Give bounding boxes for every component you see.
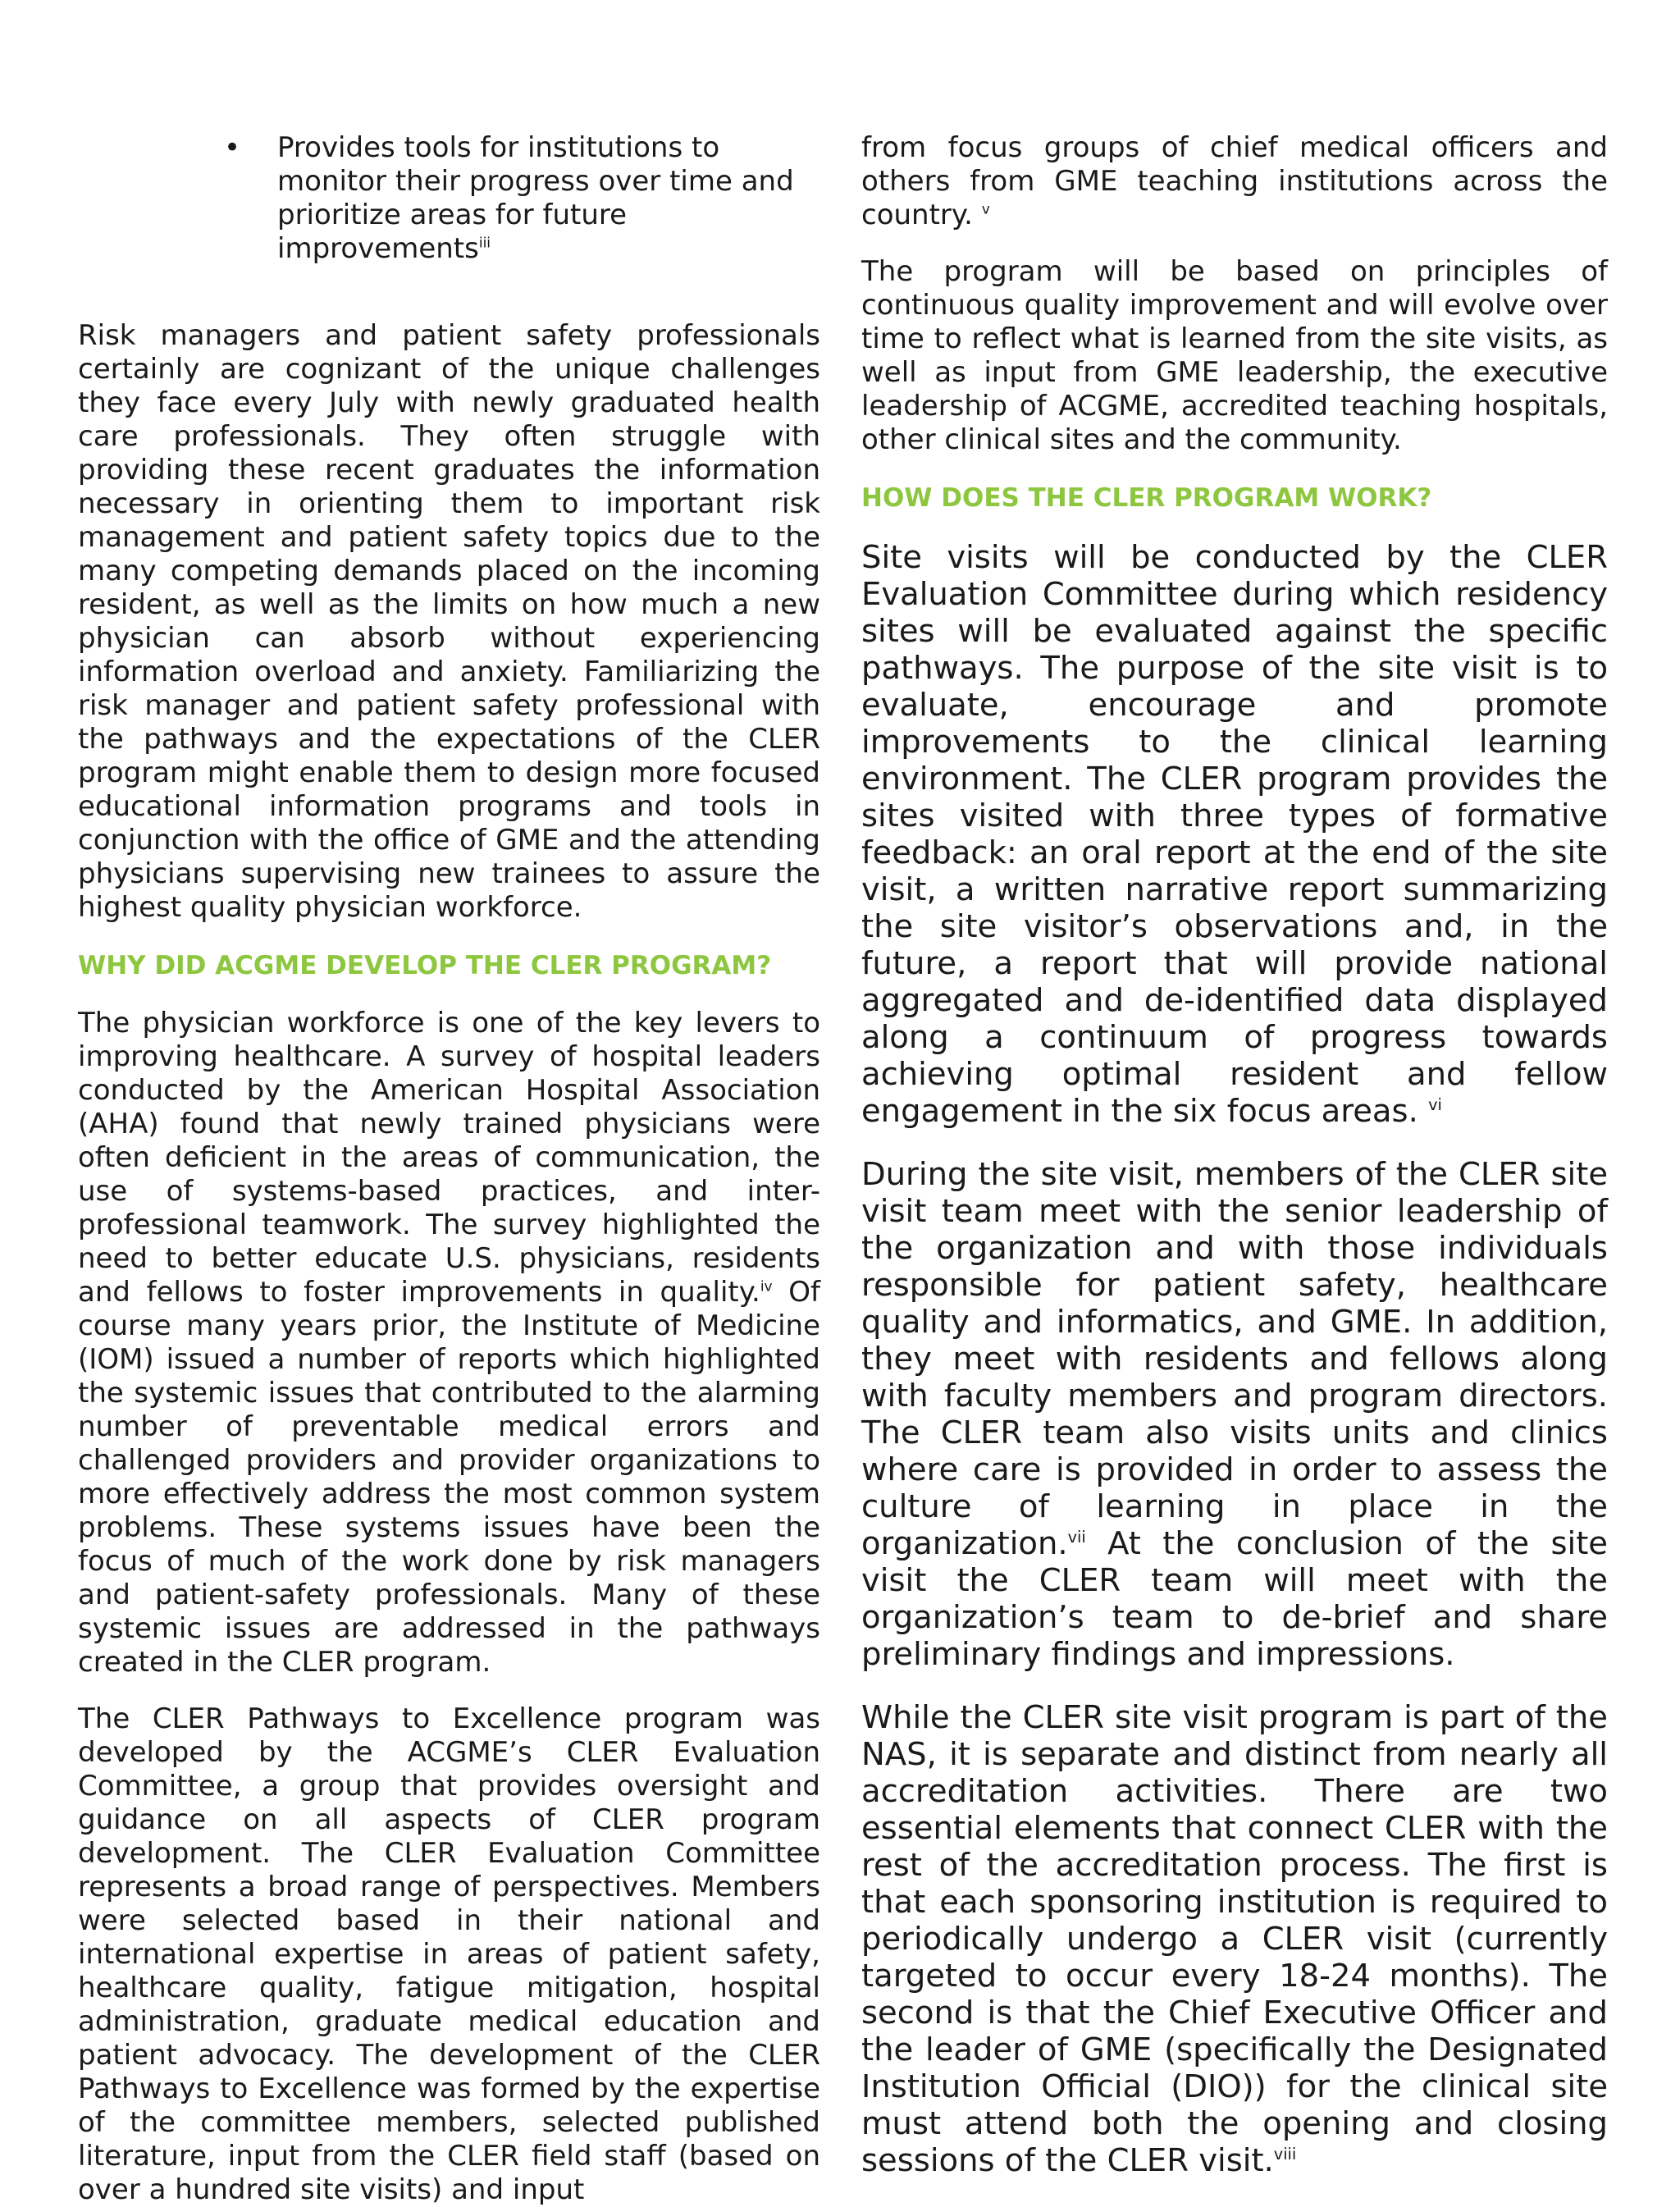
bullet-text: Provides tools for institutions to monitor their progress over time and prioritize areas for future improvements	[277, 131, 794, 265]
endnote-ref: viii	[1273, 2145, 1297, 2164]
site-visits-paragraph: Site visits will be conducted by the CLER Evaluation Committee during which residency sites will be evaluated against the specific pathways. The purpose of the site visit is to evaluate, encourage and promote improvements to the clinical learning environment. The CLER program provides the sites visited with three types of formative feedback: an oral report at the end of the site visit, a written narrative report summarizing the site visitor’s observations and, in the future, a report that will provide national aggregated and de-identified data displayed along a continuum of progress towards achieving optimal resident and fellow engagement in the six focus areas. $^{vi}$	[861, 539, 1608, 1130]
endnote-ref: iv	[760, 1278, 773, 1295]
endnote-ref: vii	[1067, 1528, 1086, 1547]
endnote-ref: iii	[478, 235, 491, 252]
section-heading-how: HOW DOES THE CLER PROGRAM WORK?	[861, 483, 1432, 513]
bullet-list	[78, 131, 820, 266]
endnote-ref: v	[981, 201, 990, 218]
nas-paragraph: While the CLER site visit program is part of the NAS, it is separate and distinct from nearly all accreditation activities. There are two essential elements that connect CLER with the rest of the accreditation process. The first is that each sponsoring institution is required to periodically undergo a CLER visit (currently targeted to occur every 18-24 months). The second is that the Chief Executive Officer and the leader of GME (specifically the Designated Institution Official (DIO)) for the clinical site must attend both the opening and closing sessions of the CLER visit.$^{viii}$	[861, 1699, 1608, 2179]
workforce-paragraph: The physician workforce is one of the key levers to improving healthcare. A survey of hospital leaders conducted by the American Hospital Association (AHA) found that newly trained physicians were often deficient in the areas of communication, the use of systems-based practices, and inter-professional teamwork. The survey highlighted the need to better educate U.S. physicians, residents and fellows to foster improvements in quality.$^{iv}$ Of course many years prior, the Institute of Medicine (IOM) issued a number of reports which highlighted the systemic issues that contributed to the alarming number of preventable medical errors and challenged providers and provider organizations to more effectively address the most common system problems. These systems issues have been the focus of much of the work done by risk managers and patient-safety professionals. Many of these systemic issues are addressed in the pathways created in the CLER program.	[78, 1007, 820, 1679]
right-column	[861, 131, 1608, 2179]
during-visit-paragraph: During the site visit, members of the CLER site visit team meet with the senior leadership of the organization and with those individuals responsible for patient safety, healthcare quality and informatics, and GME. In addition, they meet with residents and fellows along with faculty members and program directors. The CLER team also visits units and clinics where care is provided in order to assess the culture of learning in place in the organization.$^{vii}$ At the conclusion of the site visit the CLER team will meet with the organization’s team to de-brief and share preliminary findings and impressions.	[861, 1156, 1608, 1673]
bullet-dot-icon: •	[224, 131, 241, 164]
section-heading-why: WHY DID ACGME DEVELOP THE CLER PROGRAM?	[78, 951, 772, 980]
intro-paragraph: Risk managers and patient safety professionals certainly are cognizant of the unique challenges they face every July with newly graduated health care professionals. They often struggle with providing these recent graduates the information necessary in orienting them to important risk management and patient safety topics due to the many competing demands placed on the incoming resident, as well as the limits on how much a new physician can absorb without experiencing information overload and anxiety. Familiarizing the risk manager and patient safety professional with the pathways and the expectations of the CLER program might enable them to design more focused educational information programs and tools in conjunction with the office of GME and the attending physicians supervising new trainees to assure the highest quality physician workforce.	[78, 319, 820, 924]
bullet-item	[78, 131, 820, 266]
left-column	[78, 131, 820, 2207]
endnote-ref: vi	[1428, 1095, 1442, 1115]
pathways-paragraph: The CLER Pathways to Excellence program was developed by the ACGME’s CLER Evaluation Committee, a group that provides oversight and guidance on all aspects of CLER program development. The CLER Evaluation Committee represents a broad range of perspectives. Members were selected based in their national and international expertise in areas of patient safety, healthcare quality, fatigue mitigation, hospital administration, graduate medical education and patient advocacy. The development of the CLER Pathways to Excellence was formed by the expertise of the committee members, selected published literature, input from the CLER field staff (based on over a hundred site visits) and input	[78, 1702, 820, 2206]
focus-groups-paragraph: from focus groups of chief medical officers and others from GME teaching institutions across the country. $^v$	[861, 131, 1608, 231]
program-basis-paragraph: The program will be based on principles of continuous quality improvement and will evolve over time to reflect what is learned from the site visits, as well as input from GME leadership, the executive leadership of ACGME, accredited teaching hospitals, other clinical sites and the community.	[861, 255, 1608, 456]
